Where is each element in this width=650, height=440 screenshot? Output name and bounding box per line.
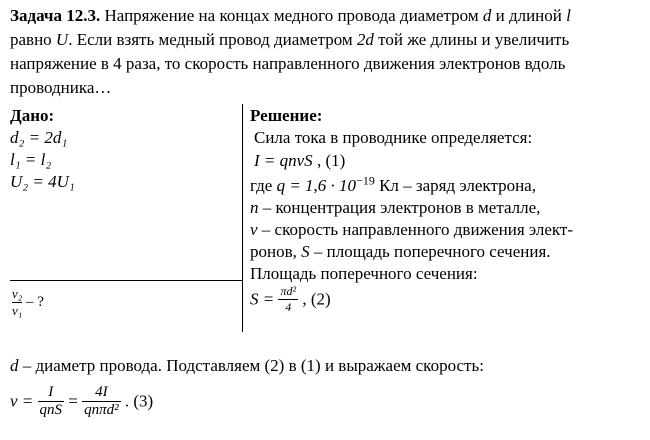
problem-line-4: проводника… — [10, 78, 112, 97]
area-fraction: $\frac{\text{πd²}}{4}$ — [280, 284, 297, 314]
problem-line-3: напряжение в 4 раза, то скорость направленного движения электронов вдоль — [10, 54, 566, 73]
solution-line-7: Площадь поперечного сечения: — [250, 264, 478, 283]
problem-line-1: Задача 12.3. Напряжение на концах медного провода диаметром d и длиной l — [10, 6, 571, 25]
solution-line-6: ронов, S – площадь поперечного сечения. — [250, 242, 551, 261]
table-horizontal-divider — [10, 280, 242, 281]
solution-line-5: v – скорость направленного движения элект- — [250, 220, 574, 239]
given-title: Дано: — [10, 106, 55, 125]
solution-line-1: Сила тока в проводнике определяется: — [254, 128, 533, 147]
solution-title: Решение: — [250, 106, 323, 125]
problem-line-2: равно U. Если взять медный провод диаметром 2d той же длины и увеличить — [10, 30, 570, 49]
find-expression: $\frac{\text{v₂}}{\text{v₁}}$ – ? — [12, 286, 44, 318]
solution-formula-2: S = $\frac{\text{πd²}}{4}$ , (2) — [250, 284, 331, 314]
given-row-2: l₁ = l₂ — [10, 150, 52, 169]
problem-number: Задача 12.3. — [10, 6, 101, 25]
table-vertical-divider — [242, 104, 243, 332]
solution-formula-1: I = qnvS , (1) — [254, 151, 346, 170]
conclusion-line: d – диаметр провода. Подставляем (2) в (1) и выражаем скорость: — [10, 356, 484, 375]
velocity-fraction-1: $\frac{I}{\text{qnS}}$ — [39, 384, 63, 418]
solution-line-4: n – концентрация электронов в металле, — [250, 198, 541, 217]
conclusion-formula: v = $\frac{I}{\text{qnS}}$ = $\frac{4I}{\text{qnπd²}}$ . (3) — [10, 384, 154, 418]
find-fraction: $\frac{\text{v₂}}{\text{v₁}}$ — [12, 286, 23, 318]
solution-line-3: где $q = 1,6 \cdot 10^{-19}$ Кл – заряд электрона, — [250, 173, 536, 195]
velocity-fraction-2: $\frac{4I}{\text{qnπd²}}$ — [84, 384, 119, 418]
given-row-3: U₂ = 4U₁ — [10, 172, 75, 191]
given-row-1: d₂ = 2d₁ — [10, 128, 68, 147]
